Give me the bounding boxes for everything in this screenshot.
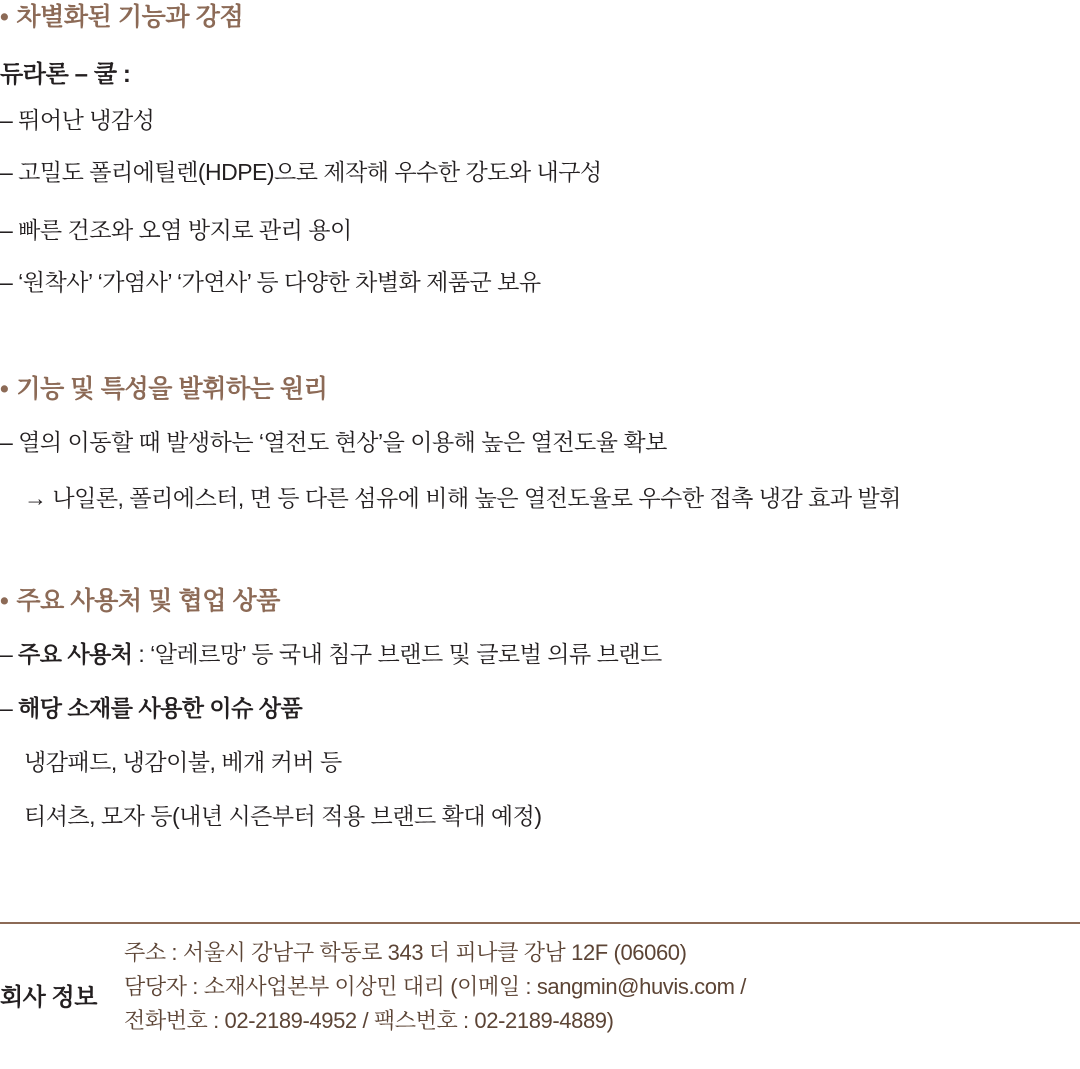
usage-value: : ‘알레르망’ 등 국내 침구 브랜드 및 글로벌 의류 브랜드 bbox=[132, 641, 662, 667]
feature-item: – ‘원착사’ ‘가염사’ ‘가연사’ 등 다양한 차별화 제품군 보유 bbox=[0, 269, 541, 295]
dash-mark: – bbox=[0, 695, 13, 721]
footer-divider bbox=[0, 922, 1080, 924]
company-phone-fax: 전화번호 : 02-2189-4952 / 팩스번호 : 02-2189-4889) bbox=[124, 1008, 614, 1033]
principle-item-detail: → 나일론, 폴리에스터, 면 등 다른 섬유에 비해 높은 열전도율로 우수한 접촉 냉감 효과 발휘 bbox=[24, 485, 901, 511]
section-heading-principle bbox=[0, 374, 328, 404]
principle-item: – 열의 이동할 때 발생하는 ‘열전도 현상’을 이용해 높은 열전도율 확보 bbox=[0, 429, 667, 455]
product-name-subheading: 듀라론 – 쿨 : bbox=[0, 61, 131, 88]
bullet-icon: • bbox=[0, 587, 9, 615]
company-info-label: 회사 정보 bbox=[0, 984, 97, 1011]
section-heading-text: 차별화된 기능과 강점 bbox=[16, 3, 244, 31]
section-heading-text: 기능 및 특성을 발휘하는 원리 bbox=[16, 375, 328, 403]
section-heading-usage bbox=[0, 586, 280, 616]
company-contact-person: 담당자 : 소재사업본부 이상민 대리 (이메일 : sangmin@huvis.com / bbox=[124, 974, 746, 999]
company-address: 주소 : 서울시 강남구 학동로 343 더 피나클 강남 12F (06060) bbox=[124, 940, 687, 965]
feature-item: – 빠른 건조와 오염 방지로 관리 용이 bbox=[0, 217, 352, 243]
dash-mark: – bbox=[0, 641, 13, 667]
usage-label: 주요 사용처 bbox=[18, 641, 133, 667]
bullet-icon: • bbox=[0, 375, 9, 403]
issue-product-item: 냉감패드, 냉감이불, 베개 커버 등 bbox=[24, 749, 342, 775]
feature-item: – 고밀도 폴리에틸렌(HDPE)으로 제작해 우수한 강도와 내구성 bbox=[0, 159, 602, 185]
company-info-block bbox=[124, 936, 746, 1038]
feature-item: – 뛰어난 냉감성 bbox=[0, 107, 155, 133]
section-heading-text: 주요 사용처 및 협업 상품 bbox=[16, 587, 281, 615]
issue-product-item: 티셔츠, 모자 등(내년 시즌부터 적용 브랜드 확대 예정) bbox=[24, 803, 542, 829]
section-heading-features bbox=[0, 2, 243, 32]
bullet-icon: • bbox=[0, 3, 9, 31]
issue-products-row bbox=[0, 694, 302, 723]
issue-products-label: 해당 소재를 사용한 이슈 상품 bbox=[18, 695, 303, 721]
usage-main-row bbox=[0, 640, 662, 669]
